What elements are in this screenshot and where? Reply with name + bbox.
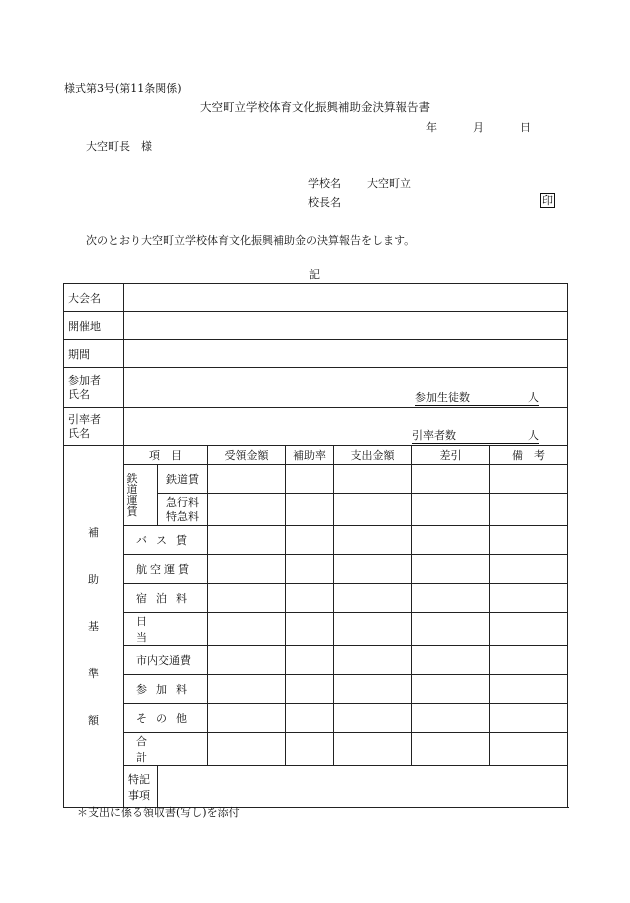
- cell[interactable]: [334, 555, 412, 584]
- cell[interactable]: [208, 526, 286, 555]
- cell[interactable]: [490, 465, 568, 494]
- participant-count: 参加生徒数 人: [415, 391, 540, 404]
- form-number: 様式第3号(第11条関係): [64, 82, 182, 95]
- cell[interactable]: [208, 733, 286, 766]
- leaders-field[interactable]: [124, 408, 568, 446]
- cell[interactable]: [286, 733, 334, 766]
- event-name-field[interactable]: [124, 284, 568, 312]
- cell[interactable]: [334, 704, 412, 733]
- cell[interactable]: [286, 704, 334, 733]
- period-label: 期間: [64, 340, 124, 368]
- col-spent: 支出金額: [334, 446, 412, 465]
- cell[interactable]: [412, 526, 490, 555]
- cell[interactable]: [334, 465, 412, 494]
- leader-count: 引率者数 人: [412, 429, 540, 442]
- cell[interactable]: [286, 555, 334, 584]
- cell[interactable]: [286, 494, 334, 526]
- cell[interactable]: [286, 526, 334, 555]
- col-difference: 差引: [412, 446, 490, 465]
- remarks-field[interactable]: [158, 766, 568, 808]
- cell[interactable]: [490, 675, 568, 704]
- date-day-label: 日: [520, 121, 531, 134]
- venue-field[interactable]: [124, 312, 568, 340]
- cell[interactable]: [334, 526, 412, 555]
- date-year-label: 年: [426, 121, 437, 134]
- seal-mark: 印: [542, 194, 553, 207]
- cell[interactable]: [208, 704, 286, 733]
- cell[interactable]: [490, 494, 568, 526]
- cell[interactable]: [412, 646, 490, 675]
- cell[interactable]: [208, 555, 286, 584]
- item-bus-fare: バス賃: [124, 526, 208, 555]
- cell[interactable]: [208, 675, 286, 704]
- express-fee-label: 急行料 特急料: [158, 494, 208, 526]
- cell[interactable]: [286, 584, 334, 613]
- cell[interactable]: [412, 675, 490, 704]
- cell[interactable]: [286, 613, 334, 646]
- cell[interactable]: [334, 646, 412, 675]
- cell[interactable]: [412, 613, 490, 646]
- addressee: 大空町長 様: [86, 140, 152, 153]
- col-item: 項 目: [124, 446, 208, 465]
- item-entry-fee: 参加料: [124, 675, 208, 704]
- rail-fare-label: 鉄道賃: [158, 465, 208, 494]
- cell[interactable]: [208, 613, 286, 646]
- date-month-label: 月: [473, 121, 484, 134]
- venue-label: 開催地: [64, 312, 124, 340]
- cell[interactable]: [490, 646, 568, 675]
- participants-field[interactable]: [124, 368, 568, 408]
- footnote: ＊支出に係る領収書(写し)を添付: [77, 806, 240, 819]
- cell[interactable]: [286, 646, 334, 675]
- cell[interactable]: [412, 494, 490, 526]
- participants-label: 参加者 氏名: [64, 368, 124, 408]
- col-notes: 備 考: [490, 446, 568, 465]
- principal-name-label: 校長名: [308, 196, 341, 209]
- item-total: 合計: [124, 733, 208, 766]
- cell[interactable]: [412, 555, 490, 584]
- cell[interactable]: [286, 675, 334, 704]
- cell[interactable]: [334, 613, 412, 646]
- col-received: 受領金額: [208, 446, 286, 465]
- cell[interactable]: [208, 646, 286, 675]
- cell[interactable]: [412, 465, 490, 494]
- cell[interactable]: [334, 675, 412, 704]
- subsidy-side-label: 補 助 基 準 額: [64, 446, 124, 808]
- cell[interactable]: [334, 494, 412, 526]
- period-field[interactable]: [124, 340, 568, 368]
- cell[interactable]: [490, 526, 568, 555]
- item-lodging: 宿泊料: [124, 584, 208, 613]
- item-daily-allowance: 日当: [124, 613, 208, 646]
- col-rate: 補助率: [286, 446, 334, 465]
- cell[interactable]: [412, 584, 490, 613]
- school-name-label: 学校名: [308, 177, 341, 190]
- rail-fare-group-label: 鉄 道 運 賃: [124, 465, 158, 526]
- cell[interactable]: [490, 555, 568, 584]
- report-table: [63, 283, 568, 808]
- leaders-label: 引率者 氏名: [64, 408, 124, 446]
- cell[interactable]: [286, 465, 334, 494]
- ki-heading: 記: [309, 268, 320, 281]
- cell[interactable]: [490, 613, 568, 646]
- cell[interactable]: [412, 733, 490, 766]
- item-local-transport: 市内交通費: [124, 646, 208, 675]
- cell[interactable]: [490, 584, 568, 613]
- cell[interactable]: [490, 733, 568, 766]
- cell[interactable]: [208, 494, 286, 526]
- intro-text: 次のとおり大空町立学校体育文化振興補助金の決算報告をします。: [86, 234, 416, 247]
- cell[interactable]: [334, 584, 412, 613]
- remarks-label: 特記事項: [124, 766, 158, 808]
- cell[interactable]: [208, 465, 286, 494]
- cell[interactable]: [412, 704, 490, 733]
- item-other: その他: [124, 704, 208, 733]
- cell[interactable]: [490, 704, 568, 733]
- document-title: 大空町立学校体育文化振興補助金決算報告書: [200, 100, 430, 114]
- cell[interactable]: [208, 584, 286, 613]
- cell[interactable]: [334, 733, 412, 766]
- school-name-value: 大空町立: [367, 177, 411, 190]
- item-airfare: 航空運賃: [124, 555, 208, 584]
- event-name-label: 大会名: [64, 284, 124, 312]
